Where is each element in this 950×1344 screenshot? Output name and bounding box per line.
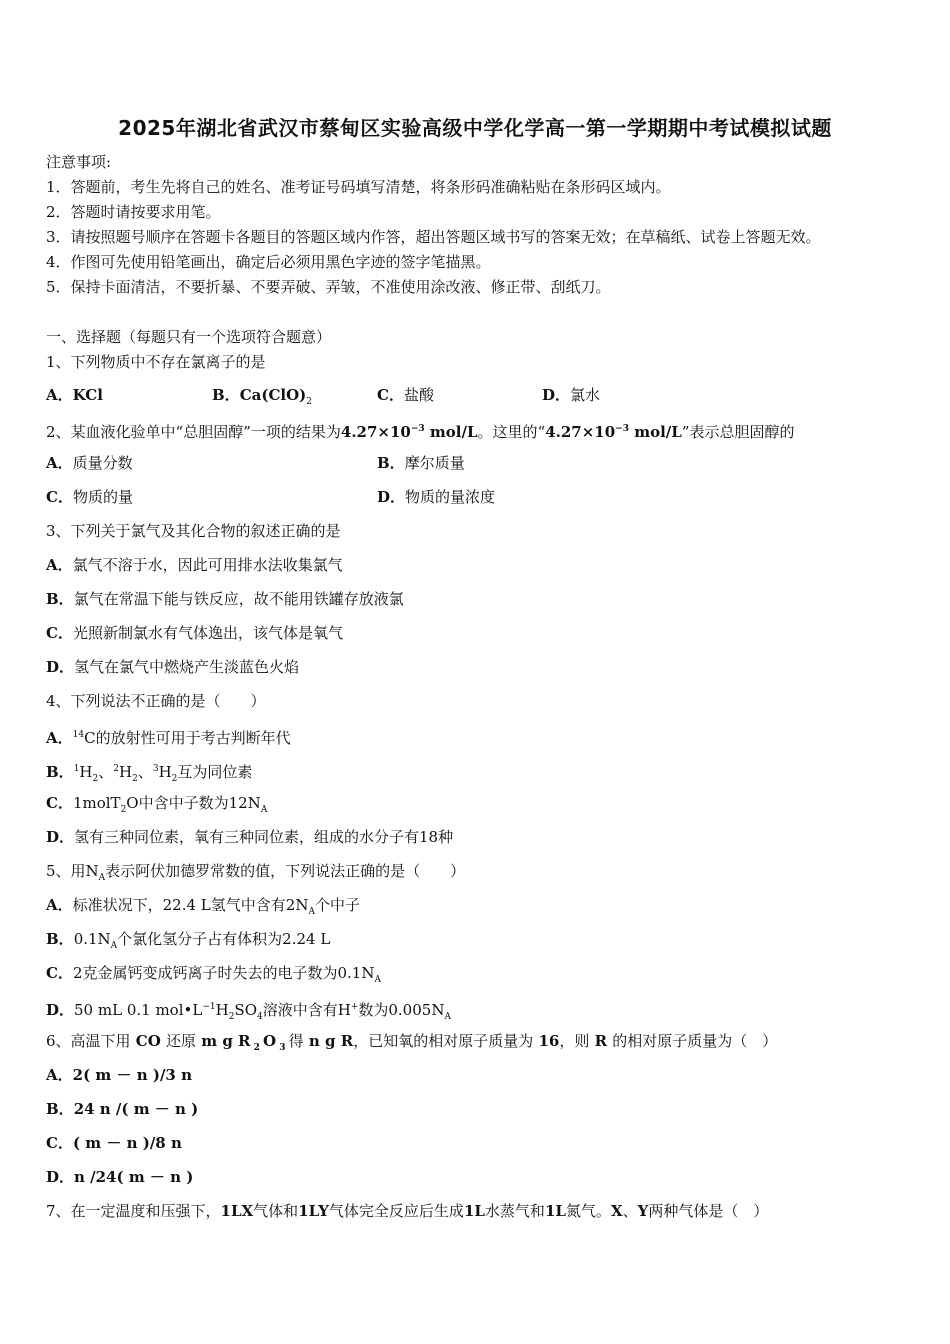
question-4-option-a: A．$^{14}$C的放射性可用于考古判断年代 — [46, 729, 291, 747]
option-c: C．物质的量 — [46, 488, 133, 506]
notice-item: 1．答题前，考生先将自己的姓名、准考证号码填写清楚，将条形码准确粘贴在条形码区域内。 — [46, 178, 671, 196]
question-4-option-b: B．$^1H_2$、$^2H_2$、$^3H_2$互为同位素 — [46, 763, 253, 784]
question-7-stem: 7、在一定温度和压强下，1LX气体和1LY气体完全反应后生成1L水蒸气和1L氮气。X、Y两种气体是（ ） — [46, 1202, 769, 1220]
question-1-stem: 1、下列物质中不存在氯离子的是 — [46, 353, 266, 371]
notice-item: 4．作图可先使用铅笔画出，确定后必须用黑色字迹的签字笔描黑。 — [46, 253, 491, 271]
notice-item: 5．保持卡面清洁，不要折暴、不要弄破、弄皱，不准使用涂改液、修正带、刮纸刀。 — [46, 278, 611, 296]
notice-item: 2．答题时请按要求用笔。 — [46, 203, 221, 221]
question-3-option-b: B．氯气在常温下能与铁反应，故不能用铁罐存放液氯 — [46, 590, 404, 608]
question-4-option-d: D．氢有三种同位素，氧有三种同位素，组成的水分子有18种 — [46, 828, 454, 846]
page-title: 2025年湖北省武汉市蔡甸区实验高级中学化学高一第一学期期中考试模拟试题 — [118, 116, 832, 140]
question-5-stem: 5、用$N_A$表示阿伏加德罗常数的值，下列说法正确的是（ ） — [46, 862, 466, 883]
option-d: D．物质的量浓度 — [377, 488, 496, 506]
option-c: C．盐酸 — [377, 386, 434, 404]
question-6-option-b: B．24 n /( m － n ) — [46, 1100, 199, 1118]
question-5-option-a: A．标准状况下，22.4 L氢气中含有$2N_A$个中子 — [46, 896, 360, 917]
section-heading: 一、选择题（每题只有一个选项符合题意） — [46, 328, 332, 346]
notice-heading: 注意事项: — [46, 153, 112, 171]
question-6-option-d: D．n /24( m － n ) — [46, 1168, 194, 1186]
question-4-option-c: C．1molT$_2$O中含中子数为$12N_A$ — [46, 794, 268, 815]
notice-item: 3．请按照题号顺序在答题卡各题目的答题区域内作答，超出答题区域书写的答案无效；在草稿纸、试卷上答题无效。 — [46, 228, 821, 246]
question-5-option-b: B．$0.1N_A$个氯化氢分子占有体积为2.24 L — [46, 930, 331, 951]
question-4-stem: 4、下列说法不正确的是（ ） — [46, 692, 266, 710]
question-6-option-a: A．2( m － n )/3 n — [46, 1066, 192, 1084]
question-3-option-a: A．氯气不溶于水，因此可用排水法收集氯气 — [46, 556, 343, 574]
question-2-stem: 2、某血液化验单中“总胆固醇”一项的结果为$4.27\times 10^{-3}$ mol/L。这里的“$4.27\times 10^{-3}$ mol/L”表示总胆固醇的 — [46, 423, 795, 441]
question-3-option-c: C．光照新制氯水有气体逸出，该气体是氧气 — [46, 624, 343, 642]
question-6-option-c: C．( m － n )/8 n — [46, 1134, 182, 1152]
question-2-options-row-2 — [46, 487, 906, 507]
option-d: D．氯水 — [542, 386, 601, 404]
question-3-option-d: D．氢气在氯气中燃烧产生淡蓝色火焰 — [46, 658, 300, 676]
option-b: B．摩尔质量 — [377, 454, 465, 472]
question-3-stem: 3、下列关于氯气及其化合物的叙述正确的是 — [46, 522, 341, 540]
option-a: A．质量分数 — [46, 454, 133, 472]
question-1-options — [46, 385, 906, 405]
question-2-options-row-1 — [46, 453, 906, 473]
question-6-stem: 6、高温下用 CO 还原 m g R $_2$ O $_3$ 得 n g R，已知氧的相对原子质量为 16，则 R 的相对原子质量为（ ） — [46, 1032, 778, 1053]
option-b: B．$Ca(ClO)_2$ — [212, 386, 312, 407]
question-5-option-d: D．50 mL 0.1 $mol•L^{-1}H_2SO_4$溶液中含有H+数为$0.005N_A$ — [46, 1001, 451, 1022]
option-a: A．KCl — [46, 386, 103, 404]
question-5-option-c: C．2克金属钙变成钙离子时失去的电子数为$0.1N_A$ — [46, 964, 381, 985]
